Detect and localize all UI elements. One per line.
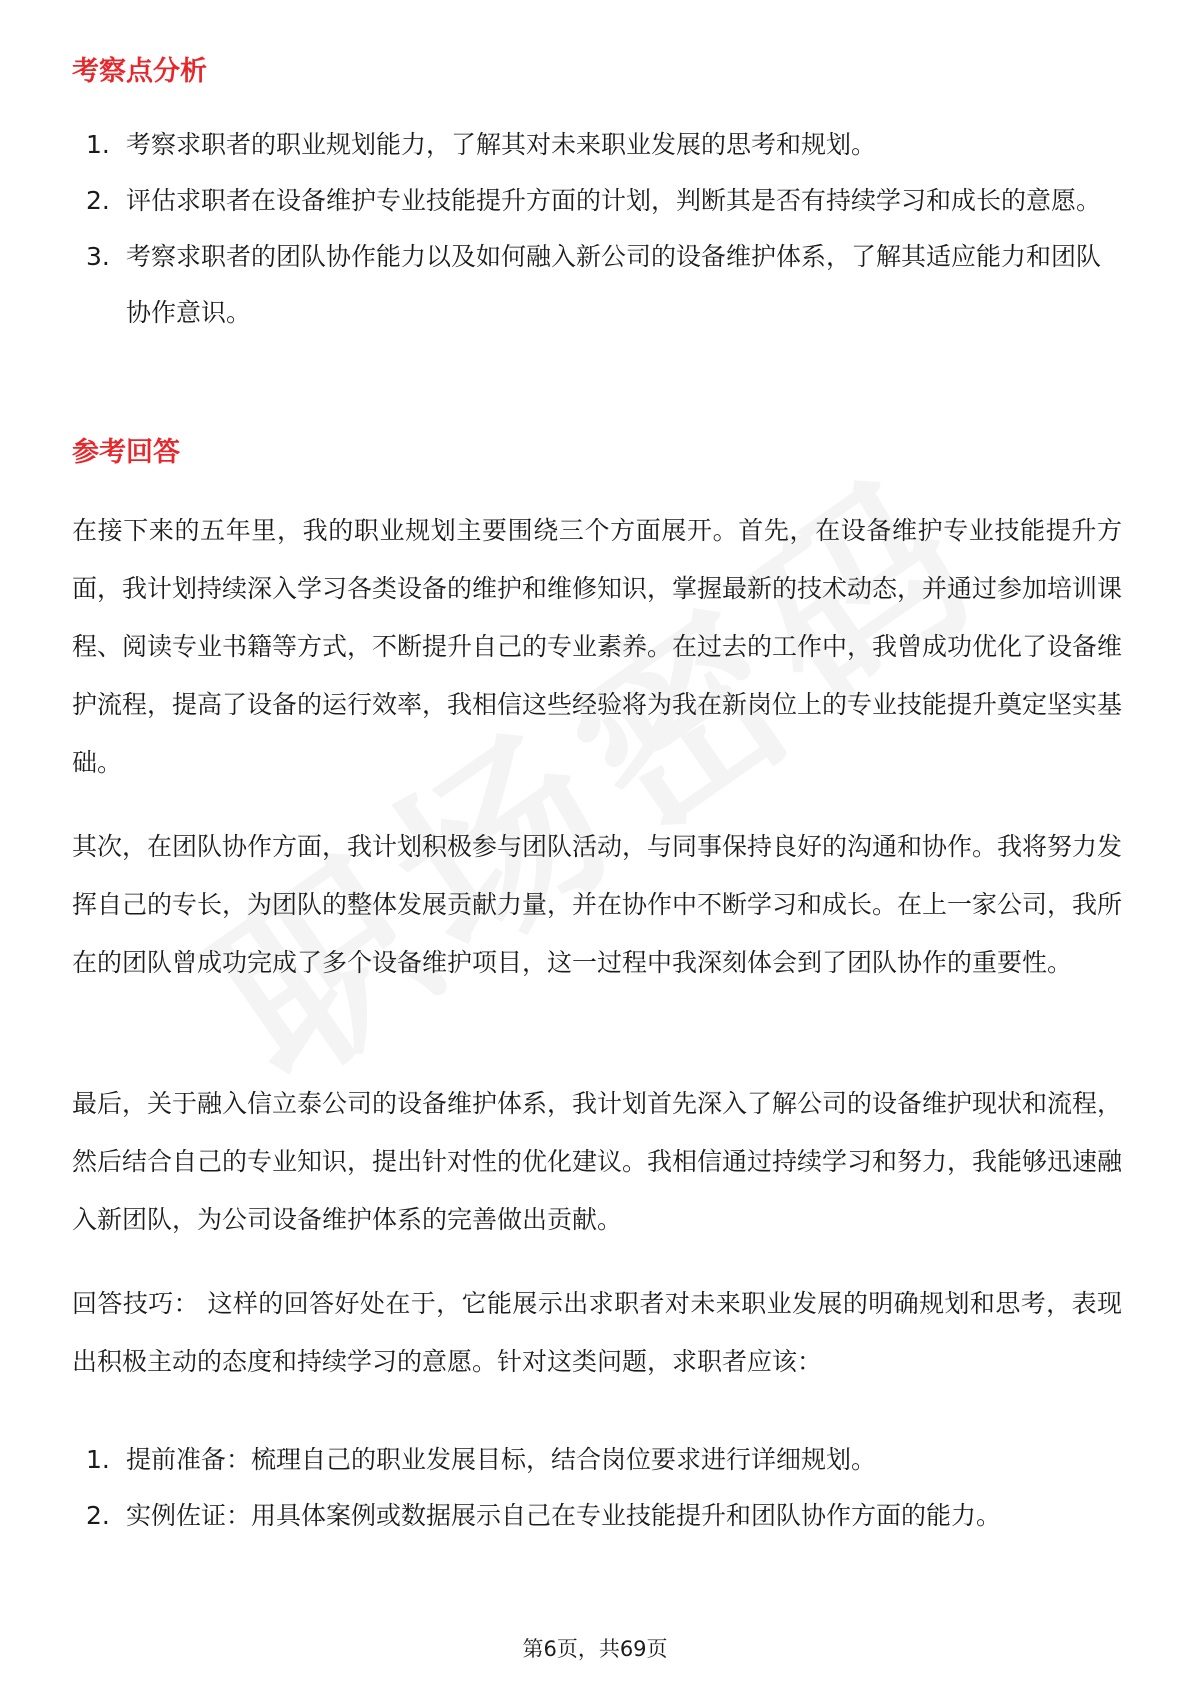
list-item-text: 考察求职者的职业规划能力，了解其对未来职业发展的思考和规划。 <box>126 130 877 159</box>
list-item-number: 1. <box>86 1445 110 1474</box>
list-item-number: 2. <box>86 1501 110 1530</box>
list-item-text: 评估求职者在设备维护专业技能提升方面的计划，判断其是否有持续学习和成长的意愿。 <box>126 186 1102 215</box>
answer-paragraph-1: 在接下来的五年里，我的职业规划主要围绕三个方面展开。首先，在设备维护专业技能提升方面，我计划持续深入学习各类设备的维护和维修知识，掌握最新的技术动态，并通过参加培训课程、阅读专业书籍等方式，不断提升自己的专业素养。在过去的工作中，我曾成功优化了设备维护流程，提高了设备的运行效率，我相信这些经验将为我在新岗位上的专业技能提升奠定坚实基础。 <box>72 516 1123 777</box>
list-item-number: 3. <box>86 242 110 271</box>
answer-tips-intro: 回答技巧： 这样的回答好处在于，它能展示出求职者对未来职业发展的明确规划和思考，表现出积极主动的态度和持续学习的意愿。针对这类问题，求职者应该： <box>72 1289 1122 1376</box>
list-item-text: 提前准备：梳理自己的职业发展目标，结合岗位要求进行详细规划。 <box>126 1445 877 1474</box>
analysis-list <box>72 117 1122 341</box>
list-item-number: 2. <box>86 186 110 215</box>
list-item-text: 实例佐证：用具体案例或数据展示自己在专业技能提升和团队协作方面的能力。 <box>126 1501 1002 1530</box>
list-item-text: 考察求职者的团队协作能力以及如何融入新公司的设备维护体系，了解其适应能力和团队协作意识。 <box>126 242 1102 327</box>
section-title-answer: 参考回答 <box>72 437 180 468</box>
list-item <box>72 1432 1122 1488</box>
answer-paragraph-3: 最后，关于融入信立泰公司的设备维护体系，我计划首先深入了解公司的设备维护现状和流程，然后结合自己的专业知识，提出针对性的优化建议。我相信通过持续学习和努力，我能够迅速融入新团队，为公司设备维护体系的完善做出贡献。 <box>72 1089 1123 1234</box>
list-item <box>72 1488 1122 1544</box>
tips-list <box>72 1432 1122 1544</box>
page-number: 第6页，共69页 <box>522 1637 668 1661</box>
list-item <box>72 117 1122 173</box>
list-item <box>72 229 1122 341</box>
list-item <box>72 173 1122 229</box>
answer-paragraph-2: 其次，在团队协作方面，我计划积极参与团队活动，与同事保持良好的沟通和协作。我将努力发挥自己的专长，为团队的整体发展贡献力量，并在协作中不断学习和成长。在上一家公司，我所在的团队曾成功完成了多个设备维护项目，这一过程中我深刻体会到了团队协作的重要性。 <box>72 832 1123 977</box>
list-item-number: 1. <box>86 130 110 159</box>
section-title-analysis: 考察点分析 <box>72 56 207 87</box>
